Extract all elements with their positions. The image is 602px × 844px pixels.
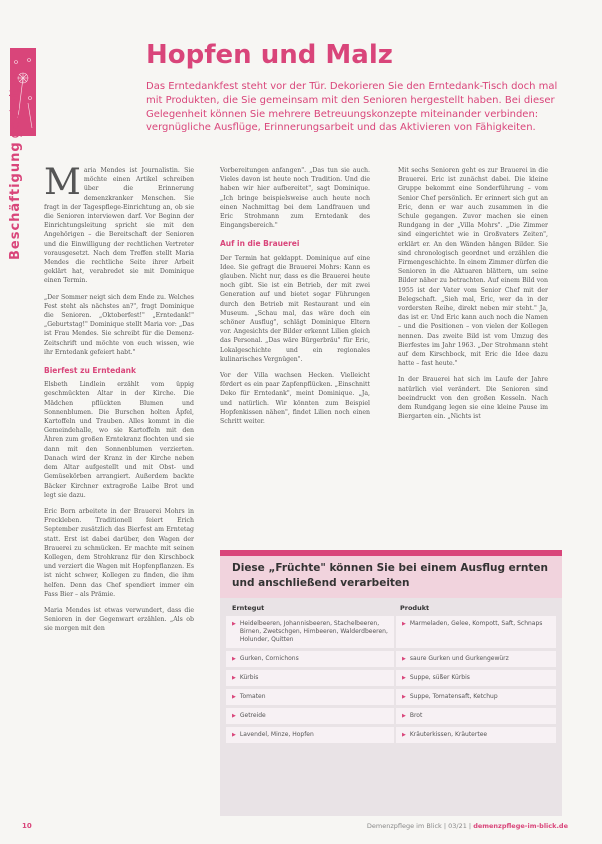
table-cell: [396, 670, 556, 686]
cell-text: saure Gurken und Gurkengewürz: [409, 655, 509, 662]
table-cell: [226, 651, 396, 667]
cell-text: Marmeladen, Gelee, Kompott, Saft, Schnaps: [409, 620, 543, 627]
table-cell: [226, 689, 396, 705]
table-row: [226, 651, 556, 667]
bullet-icon: ▶: [402, 732, 406, 738]
table-row: [226, 670, 556, 686]
bullet-icon: ▶: [402, 656, 406, 662]
paragraph: Eric Born arbeitete in der Brauerei Mohrs in Freckleben. Traditionell feiert Erich September zusätzlich das Bierfest am Erntetag statt. Erst ist dabei darüber, den Wagen der Brauerei zu schmücken. Er machte mit seinen Kollegen, dem Strohkranz für den Kirschbock und verziert die Wagen mit Hopfenpflanzen. Es ist nicht schwer, Kollegen zu finden, die ihm helfen. Denn das Chef spendiert immer ein Fass Bier – als Prämie.: [44, 507, 194, 598]
subheading: Bierfest zu Erntedank: [44, 366, 136, 376]
cell-text: Getreide: [239, 712, 266, 719]
article-intro: Das Erntedankfest steht vor der Tür. Dekorieren Sie den Erntedank-Tisch doch mal mit Produkten, die Sie gemeinsam mit den Senioren hergestellt haben. Bei dieser Gelegenheit können Sie mehrere Betreuungskonzepte miteinander verbinden: vergnügliche Ausflüge, Erinnerungsarbeit und das Aktivieren von Fähigkeiten.: [146, 81, 558, 134]
cell-text: Heidelbeeren, Johannisbeeren, Stachelbeeren, Birnen, Zwetschgen, Himbeeren, Walderdbeeren, Holunder, Quitten: [239, 620, 388, 643]
cell-text: Suppe, süßer Kürbis: [409, 674, 470, 681]
paragraph: Elsbeth Lindlein erzählt vom üppig geschmückten Altar in der Kirche. Die Mädchen pflückten Blumen und Sonnenblumen. Die Burschen holten Äpfel, Kartoffeln und Trauben. Alles kommt in die Gemeindehalle, wo sie Kartoffeln mit den Ähren zum großen Erntekranz flochten und sie dann mit den Sonnenblumen verzierten. Danach wird der Kranz in der Kirche neben dem Altar aufgestellt und mit Obst- und Gemüsekörben arrangiert. Außerdem backte Bäcker Kirchner extragroße Laibe Brot und legt sie dazu.: [44, 381, 194, 499]
cell-text: Brot: [409, 712, 423, 719]
table-row: [226, 616, 556, 648]
article-title: Hopfen und Malz: [146, 40, 393, 70]
bullet-icon: ▶: [232, 694, 236, 700]
paragraph: [44, 162, 194, 286]
table-cell: [396, 689, 556, 705]
table-row: [226, 727, 556, 743]
cell-text: Gurken, Cornichons: [239, 655, 299, 662]
bullet-icon: ▶: [232, 732, 236, 738]
magazine-name: Demenzpflege im Blick | 03/21 |: [366, 822, 472, 830]
table-cell: [226, 670, 396, 686]
table-cell: [396, 708, 556, 724]
bullet-icon: ▶: [402, 713, 406, 719]
bullet-icon: ▶: [232, 713, 236, 719]
bullet-icon: ▶: [232, 656, 236, 662]
section-label-light: gestalten: [8, 68, 23, 139]
table-cell: [396, 616, 556, 648]
bullet-icon: ▶: [402, 621, 406, 627]
section-label-bold: Beschäftigung: [8, 141, 23, 260]
paragraph: Maria Mendes ist etwas verwundert, dass die Senioren in der Gegenwart erzählen. „Als ob sie morgen mit den: [44, 606, 194, 633]
info-box: [220, 550, 562, 816]
bullet-icon: ▶: [232, 675, 236, 681]
text-column-3: [398, 166, 548, 428]
table-row: [226, 689, 556, 705]
bullet-icon: ▶: [402, 675, 406, 681]
table-cell: [396, 727, 556, 743]
footer-info: [328, 822, 568, 830]
paragraph-text: aria Mendes ist Journalistin. Sie möchte einen Artikel schreiben über die Erinnerung demenzkranker Menschen. Sie fragt in der Tagespflege-Einrichtung an, ob sie die Senioren interviewen darf. Vor Beginn der Einrichtungsleitung spricht sie mit den Angehörigen – die Bereitschaft der Senioren und die Einwilligung der rechtlichen Vertreter vorausgesetzt. Nach dem Treffen stellt Maria Mendes die rechtliche Seite ihrer Arbeit geklärt hat, verabredet sie mit Dominique einen Termin.: [44, 167, 194, 285]
cell-text: Suppe, Tomatensaft, Ketchup: [409, 693, 498, 700]
page-number: 10: [22, 822, 32, 830]
cell-text: Tomaten: [239, 693, 266, 700]
table-cell: [226, 727, 396, 743]
table-cell: [226, 708, 396, 724]
bullet-icon: ▶: [232, 621, 236, 627]
text-column-1: [44, 162, 194, 641]
harvest-table: [226, 616, 556, 746]
section-label: [4, 68, 30, 260]
bullet-icon: ▶: [402, 694, 406, 700]
subheading: Auf in die Brauerei: [220, 239, 300, 249]
table-header-harvest: Erntegut: [232, 604, 265, 612]
info-box-header: [220, 556, 562, 598]
cell-text: Kräuterkissen, Kräutertee: [409, 731, 488, 738]
paragraph: „Der Sommer neigt sich dem Ende zu. Welches Fest steht als nächstes an?", fragt Dominique die Senioren. „Oktoberfest!" „Erntedank!" „Geburtstag!" Dominique stellt Maria vor: „Das ist Frau Mendes. Sie schreibt für die Demenz-Zeitschrift und möchte von euch wissen, wie ihr Erntedank gefeiert habt.": [44, 293, 194, 356]
footer-url: demenzpflege-im-blick.de: [473, 822, 568, 830]
text-column-2: [220, 166, 370, 433]
paragraph: Mit sechs Senioren geht es zur Brauerei in die Brauerei. Eric ist zunächst dabei. Die kleine Gruppe bekommt eine Sonderführung – vom Senior Chef persönlich. Er erinnert sich gut an Eric, denn er war auch zusammen in die Schule gegangen. Zuvor machen sie einen Rundgang in der „Villa Mohrs". „Die Zimmer sind eingerichtet wie in Großvaters Zeiten", erklärt er. An den Wänden hängen Bilder. Sie sind chronologisch geordnet und erzählen die Firmengeschichte. In einem Zimmer dürfen die Senioren in die Aktuaren blättern, um seine Bilder näher zu betrachten. Auf einem Bild von 1955 ist der Vater vom Senior Chef mit der Belegschaft. „Sieh mal, Eric, wer da in der vordersten Reihe, direkt neben mir steht." Ja, das ist er. Und Eric kann auch noch die Namen – und die Positionen – von vielen der Kollegen nennen. Das zweite Bild ist vom Umzug des Bierfestes im Jahr 1963. „Der Strohmann steht auf dem Kirschbock, mit Eric die Idee dazu hatte – fast heute.": [398, 167, 548, 368]
table-cell: [226, 616, 396, 648]
table-header-product: Produkt: [400, 604, 430, 612]
drop-cap: M: [44, 162, 81, 203]
info-box-title: Diese „Früchte" können Sie bei einem Ausflug ernten und anschließend verarbeiten: [232, 562, 549, 589]
paragraph: Der Termin hat geklappt. Dominique auf eine Idee. Sie gefragt die Brauerei Mohrs: Kann es glauben. Nicht nur, dass es die Brauerei heute noch gibt. Sie ist ein Betrieb, der mit zwei Generation auf und bietet sogar Führungen durch den Betrieb mit Restaurant und ein Museum. „Schau mal, das wäre doch ein schöner Ausflug", schlägt Dominique Eltern vor. Angesichts der Bilder erkennt Lilien gleich das Personal. „Das wäre Bürgerbräu" für Eric, Lokalgeschichte und ein regionales kulinarisches Vergnügen".: [220, 254, 370, 363]
cell-text: Kürbis: [239, 674, 259, 681]
table-cell: [396, 651, 556, 667]
table-row: [226, 708, 556, 724]
paragraph: In der Brauerei hat sich im Laufe der Jahre natürlich viel verändert. Die Senioren sind beeindruckt von den großen Kesseln. Nach dem Rundgang legen sie eine kleine Pause im Biergarten ein. „Nichts ist: [398, 376, 548, 421]
cell-text: Lavendel, Minze, Hopfen: [239, 731, 314, 738]
paragraph: Vorbereitungen anfangen". „Das tun sie auch. Vieles davon ist heute noch Tradition. Und die haben wir hier aufbereitet", sagt Dominique. „Ich bringe beispielsweise auch heute noch einen Nachmittag bei dem Landfrauen und Eric Strohmann zum Erntedank des Eingangsbereich.": [220, 167, 370, 230]
paragraph: Vor der Villa wachsen Hecken. Vielleicht fördert es ein paar Zapfenpflücken. „Einschnitt Deko für Erntedank", meint Dominique. „Ja, und natürlich. Wir könnten zum Beispiel Hopfenkissen nähen", findet Lilien noch einen Schritt weiter.: [220, 372, 370, 426]
